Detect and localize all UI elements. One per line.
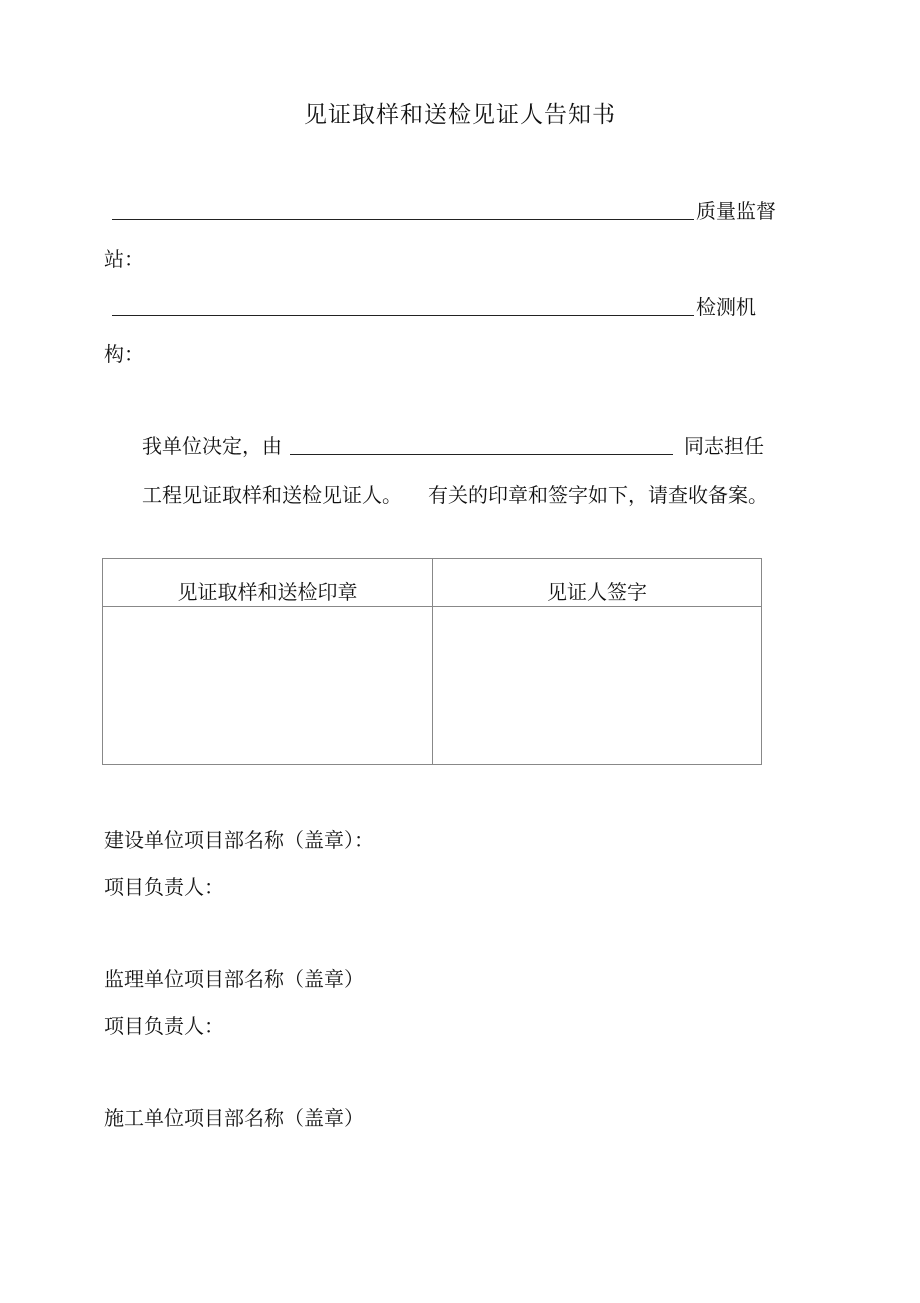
station-name-blank: [112, 219, 694, 220]
agency-suffix: 检测机: [696, 295, 756, 319]
body-line2-part1: 工程见证取样和送检见证人。: [142, 483, 402, 507]
construction-unit-label: 建设单位项目部名称（盖章）：: [104, 828, 374, 852]
body-line2-part2: 有关的印章和签字如下，请查收备案。: [428, 483, 768, 507]
page-title: 见证取样和送检见证人告知书: [304, 102, 616, 128]
seal-signature-table: [102, 558, 762, 765]
witness-name-blank: [290, 454, 673, 455]
station-wrap: 站：: [104, 247, 144, 271]
agency-name-blank: [112, 315, 694, 316]
supervision-unit-label: 监理单位项目部名称（盖章）: [104, 967, 364, 991]
body-line1-suffix: 同志担任: [684, 434, 764, 458]
table-header-seal: 见证取样和送检印章: [177, 580, 358, 604]
seal-cell: [103, 607, 432, 764]
construction-leader-label: 项目负责人：: [104, 875, 224, 899]
supervision-leader-label: 项目负责人：: [104, 1014, 224, 1038]
contractor-unit-label: 施工单位项目部名称（盖章）: [104, 1106, 364, 1130]
signature-cell: [433, 607, 761, 764]
agency-wrap: 构：: [104, 342, 144, 366]
station-suffix: 质量监督: [696, 199, 776, 223]
body-line1-prefix: 我单位决定，由: [142, 434, 282, 458]
table-header-signature: 见证人签字: [547, 580, 647, 604]
